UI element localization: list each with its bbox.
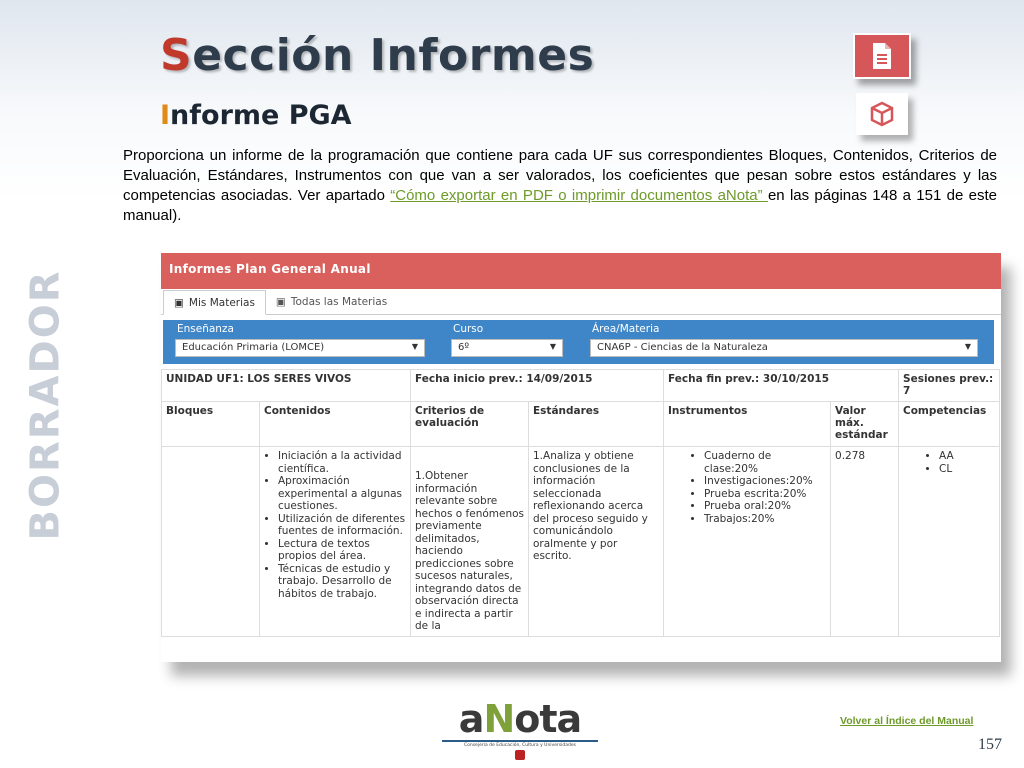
anota-logo <box>440 697 600 768</box>
curso-select[interactable] <box>451 339 563 357</box>
list-item: • Lectura de textos propios del área. <box>278 538 406 563</box>
description-text: Proporciona un informe de la programación que contiene para cada UF sus correspondientes Bloques, Contenidos, Criterios de Evaluación, Estándares, Instrumentos con que van a ser valorados, los coeficientes que pesan sobre estos estándares y las competencias asociadas. Ver apartado <box>123 147 997 204</box>
page-number: 157 <box>978 736 1002 753</box>
caret-down-icon: ▼ <box>964 342 971 351</box>
cell-valor: 0.278 <box>831 447 899 637</box>
subtitle-rest: nforme PGA <box>170 100 352 131</box>
tab-mis-materias[interactable] <box>163 290 266 315</box>
report-header: Informes Plan General Anual <box>161 253 1001 289</box>
description-end: en las páginas 148 a 151 de este manual). <box>123 187 997 224</box>
caret-down-icon: ▼ <box>411 342 418 351</box>
cell-criterios <box>411 447 529 637</box>
back-to-index-link[interactable]: Volver al Índice del Manual <box>840 715 974 727</box>
tab-label: Todas las Materias <box>290 295 388 308</box>
unit-start-date: Fecha inicio prev.: 14/09/2015 <box>411 370 664 402</box>
ensenanza-value: Educación Primaria (LOMCE) <box>182 342 325 353</box>
subtitle-initial: I <box>160 100 171 131</box>
col-estandares: Estándares <box>529 402 664 447</box>
list-item: • Investigaciones:20% <box>704 475 826 488</box>
unit-row <box>162 370 1000 402</box>
list-item: • Trabajos:20% <box>704 513 826 526</box>
list-item: • CL <box>939 463 995 476</box>
title-initial: S <box>160 30 193 81</box>
list-item: • AA <box>939 450 995 463</box>
table-row <box>162 447 1000 637</box>
title-rest: ección Informes <box>192 30 595 81</box>
report-table <box>161 369 1000 637</box>
book-icon: ▣ <box>275 295 286 308</box>
tab-todas-materias[interactable] <box>266 289 397 314</box>
slide-subtitle <box>160 100 352 131</box>
unit-end-date: Fecha fin prev.: 30/10/2015 <box>664 370 899 402</box>
area-select[interactable] <box>590 339 978 357</box>
estandares-text: 1.Analiza y obtiene conclusiones de la información seleccionada reflexionando acerca del proceso seguido y comunicándolo oralmente y por escrito. <box>533 450 648 562</box>
list-item: • Prueba oral:20% <box>704 500 826 513</box>
watermark <box>0 260 96 550</box>
cell-bloques <box>162 447 260 637</box>
unit-name: UNIDAD UF1: LOS SERES VIVOS <box>162 370 411 402</box>
list-item: • Prueba escrita:20% <box>704 488 826 501</box>
tab-label: Mis Materias <box>188 296 255 309</box>
ensenanza-label: Enseñanza <box>177 323 234 335</box>
export-pdf-link[interactable]: “Cómo exportar en PDF o imprimir documentos aNota” <box>390 187 768 204</box>
watermark-text: BORRADOR <box>23 269 69 541</box>
col-valor: Valor máx. estándar <box>831 402 899 447</box>
description <box>123 146 997 226</box>
tab-bar <box>161 289 1001 315</box>
col-competencias: Competencias <box>899 402 1000 447</box>
list-item: • Utilización de diferentes fuentes de información. <box>278 513 406 538</box>
unit-sessions: Sesiones prev.: 7 <box>899 370 1000 402</box>
curso-label: Curso <box>453 323 484 335</box>
cell-estandares <box>529 447 664 637</box>
list-item: • Técnicas de estudio y trabajo. Desarrollo de hábitos de trabajo. <box>278 563 406 601</box>
area-value: CNA6P - Ciencias de la Naturaleza <box>597 342 768 353</box>
logo-text: aNota <box>458 697 582 741</box>
logo-subtitle: Consejería de Educación, Cultura y Universidades <box>463 743 577 748</box>
ensenanza-select[interactable] <box>175 339 425 357</box>
column-header-row <box>162 402 1000 447</box>
cell-competencias <box>899 447 1000 637</box>
list-item: • Cuaderno de clase:20% <box>704 450 826 475</box>
curso-value: 6º <box>458 342 470 353</box>
document-icon[interactable] <box>853 33 911 79</box>
list-item: • Aproximación experimental a algunas cuestiones. <box>278 475 406 513</box>
caret-down-icon: ▼ <box>549 342 556 351</box>
col-bloques: Bloques <box>162 402 260 447</box>
list-item: • Iniciación a la actividad científica. <box>278 450 406 475</box>
slide-title <box>160 30 594 81</box>
cube-icon[interactable] <box>856 93 908 135</box>
report-screenshot <box>161 253 1001 662</box>
cell-instrumentos <box>664 447 831 637</box>
col-instrumentos: Instrumentos <box>664 402 831 447</box>
region-emblem-icon <box>515 750 525 760</box>
filter-panel <box>163 320 994 364</box>
col-criterios: Criterios de evaluación <box>411 402 529 447</box>
col-contenidos: Contenidos <box>260 402 411 447</box>
criterios-text: 1.Obtener información relevante sobre hechos o fenómenos previamente delimitados, haciendo predicciones sobre sucesos naturales, integrando datos de observación directa e indirecta a partir de la <box>415 470 525 632</box>
area-label: Área/Materia <box>592 323 660 335</box>
cell-contenidos <box>260 447 411 637</box>
book-icon: ▣ <box>174 296 184 309</box>
